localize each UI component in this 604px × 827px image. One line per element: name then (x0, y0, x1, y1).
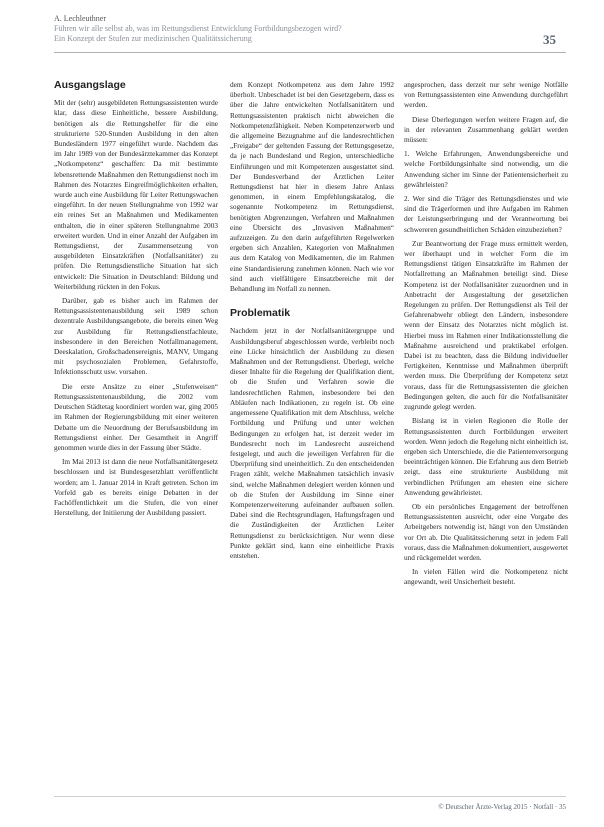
paragraph: Darüber, gab es bisher auch im Rahmen der Rettungsassistentenausbildung seit 1989 schon dezentrale Ausbildungsangebote, die bereits einen Weg zur Ausbildung für Rettungsdienstfachleute, insbesondere in den Bereichen Notfallmanagement, Deeskalation, Großschadensereignis, MANV, Umgang mit psychosozialen Problemen, Gefahrstoffe, Infektionsschutz usw. vorsahen. (54, 296, 218, 377)
column-1 (54, 80, 218, 522)
header-title-line-2: Ein Konzept der Stufen zur medizinischen Qualitätssicherung (54, 34, 252, 43)
header-divider (54, 52, 566, 53)
paragraph: Die erste Ansätze zu einer „Stufenweisen“ Rettungsassistentenausbildung, die 2002 vom Deutschen Städtetag koordiniert worden war, ging 2005 im Rahmen der Regierungsbildung mit einer weiteren Debatte um die Neuordnung der Berufsausbildung im Rettungsdienst einher. Der Gesamtheit in Angriff genommen wurde dies in der Fassung über Städte. (54, 381, 218, 452)
paragraph: Diese Überlegungen werfen weitere Fragen auf, die in der relevanten Zusammenhang geklärt werden müssen: (404, 114, 568, 145)
list-item: 1. Welche Erfahrungen, Anwendungsbereiche und welche Fortbildungsinhalte sind notwendig, um die Anwendung sicher im Sinne der Patientensicherheit zu gewährleisten? (404, 149, 568, 189)
paragraph: Im Mai 2013 ist dann die neue Notfallsanitätergesetz beschlossen und ist Bundesgesetzblatt veröffentlicht worden; am 1. Januar 2014 in Kraft getreten. Schon im Vorfeld gab es bereits einige Debatten in der Fachöffentlichkeit um die Stufen, die von einer Herstellung, der Initiierung der Ausbildung passiert. (54, 457, 218, 518)
paragraph: Nachdem jetzt in der Notfallsanitätergruppe und Ausbildungsberuf abgeschlossen wurde, verbleibt noch eine Lücke hinsichtlich der Ausbildung zu diesen Maßnahmen und der Rettungsdienst. Überlegt, welche dieser Inhalte für die Regelung der Qualifikation dient, ob die Stufen und Verfahren sowie die landesrechtlichen Rahmen, insbesondere bei den Abläufen nach Indikationen, zu regeln ist. Ob eine angemessene Qualifikation mit dem Abschluss, welche Fortbildung und Prüfung und unter welchen Bedingungen zu erfolgen hat, ist derzeit weder im Bundesrecht noch im Landesrecht ausreichend festgelegt, und auch die jeweiligen Verfahren für die Überprüfung sind uneinheitlich. Zu den entscheidenden Fragen zählt, welche Maßnahmen tatsächlich invasiv sind, welche Maßnahmen delegiert werden können und ob die Stufen der Ausbildung im Sinne einer Kompetenzerweiterung aufeinander aufbauen sollen. Dabei sind die Rechtsgrundlagen, Haftungsfragen und die Zuständigkeiten der Ärztlichen Leiter Rettungsdienst zu berücksichtigen. Nur wenn diese Punkte geklärt sind, kann eine einheitliche Praxis entstehen. (230, 326, 394, 560)
paragraph: Zur Beantwortung der Frage muss ermittelt werden, wer überhaupt und in welcher Form die im Rettungsdienst tätigen Einsatzkräfte im Rahmen der Notfallrettung an Maßnahmen beteiligt sind. Diese Kompetenz ist der Notfallsanitäter zuzuordnen und in Anbetracht der Ausgestaltung der gesetzlichen Regelungen zu prüfen. Der Rettungsdienst als Teil der Gefahrenabwehr obliegt den Ländern, insbesondere wenn der Einsatz des Notarztes nicht möglich ist. Hierbei muss im Rahmen einer Indikationsstellung die Maßnahme ausreichend und praktikabel erfolgen. Dabei ist zu beachten, dass die Bildung individueller Fertigkeiten, Kenntnisse und Maßnahmen überprüft werden muss. Die Überprüfung der Kompetenz setzt voraus, dass für die Rettungsassistenten die gleichen Bedingungen gelten, die auch für die Notfallsanitäter zugrunde gelegt werden. (404, 238, 568, 412)
header-title-line-1: Führen wir alle selbst ab, was im Rettungsdienst Entwicklung Fortbildungsbezogen wird? (54, 24, 342, 33)
paragraph: Mit der (sehr) ausgebildeten Rettungsassistenten wurde klar, dass diese Einheitliche, bessere Ausbildung, benötigen als die Rettungshelfer für die eine strukturierte 520-Stunden Ausbildung in den alten Bundesländern 1977 eingeführt wurde. Nachdem das im Jahr 1989 von der Bundesärztekammer das Konzept „Notkompetenz“ geschaffen: Da mit bestimmte lebensrettende Maßnahmen den Rettungsdienst noch im Rahmen des Notarztes Eingreifmöglichkeiten erhalten, wurde auch eine Ausbildung für Leiter Rettungswachen eingeführt. In der neuen Stellungnahme von 1992 war ein reines Set an Maßnahmen und Medikamenten enthalten, die in einer späteren Stellungnahme 2003 erweitert wurden. Und in einer Anzahl der Aufgaben im Rettungsdienst, der Zusammensetzung von ausgebildeten Einsatzkräften (Notfallsanitäter) zu prüfen. Die Rettungsdienstliche Situation hat sich entwickelt: Die Situation in Deutschland: Bildung und Weiterbildung rückten in den Fokus. (54, 98, 218, 291)
section-heading-problematik: Problematik (230, 307, 291, 320)
column-2 (230, 80, 394, 565)
paragraph: angesprochen, dass derzeit nur sehr wenige Notfälle von Rettungsassistenten eine Anwendung durchgeführt werden. (404, 80, 568, 110)
paragraph: In vielen Fällen wird die Notkompetenz nicht angewandt, weil Unsicherheit besteht. (404, 567, 568, 587)
paragraph: Bislang ist in vielen Regionen die Rolle der Rettungsassistenten durch Fortbildungen erweitert worden. Wenn jedoch die Regelung nicht einheitlich ist, ergeben sich Unterschiede, die die Patientenversorgung beeinträchtigen können. Die Erfahrung aus dem Betrieb zeigt, dass eine strukturierte Ausbildung mit verbindlichen Prüfungen am ehesten eine sichere Anwendung gewährleistet. (404, 416, 568, 497)
paragraph: dem Konzept Notkompetenz aus dem Jahre 1992 überholt. Unbeschadet ist bei den Gesetzgebern, dass es über die Jahre entwickelten Notfallsanitätern und Rettungsassistenten praktisch nicht abweichen die Notkompetenzfähigkeit. Neben Kompetenzerwerb und die allgemeine Bezugnahme auf die landesrechtlichen „Freigabe“ der geltenden Fassung der Rettungsgesetze, da je nach Bundesland und Region, unterschiedliche Einführungen und mit Kompetenzen ausgestattet sind. Der Bundesverband der Ärztlichen Leiter Rettungsdienst hat hier in diesem Jahre Anlass genommen, in einem Empfehlungskatalog, die sogenannte Notkompetenz im Rettungsdienst, benötigten Abgrenzungen, Verfahren und Maßnahmen eine Übersicht des „Invasiven Maßnahmen“ aufzuzeigen. Zu den darin aufgeführten Regelwerken ergeben sich Anzahlen, Kategorien von Maßnahmen aus dem Katalog von Medikamenten, die im Rahmen eine Standardisierung zunehmen können. Nach wie vor sind auch vielfältigere Einsatzbereiche mit der Behandlung im Notfall zu nennen. (230, 80, 394, 294)
page-footer: © Deutscher Ärzte-Verlag 2015 · Notfall · 35 (438, 803, 566, 811)
page-number: 35 (543, 32, 556, 47)
paragraph: Ob ein persönliches Engagement der betroffenen Rettungsassistenten ausreicht, oder eine Vorgabe des Arbeitgebers notwendig ist, hängt von den Umständen vor Ort ab. Die Qualitätssicherung setzt in jedem Fall voraus, dass die Maßnahmen dokumentiert, ausgewertet und rückgemeldet werden. (404, 501, 568, 562)
footer-divider (54, 796, 566, 797)
section-heading-ausgangslage: Ausgangslage (54, 79, 126, 91)
list-item: 2. Wer sind die Träger des Rettungsdienstes und wie sind die Trägerformen und ihre Aufgaben im Rahmen der Leistungserbringung und der Verantwortung bei schwereren gesundheitlichen Schäden einzubeziehen? (404, 194, 568, 234)
column-3 (404, 80, 568, 592)
running-header (54, 14, 554, 44)
header-author: A. Lechleuthner (54, 14, 106, 23)
